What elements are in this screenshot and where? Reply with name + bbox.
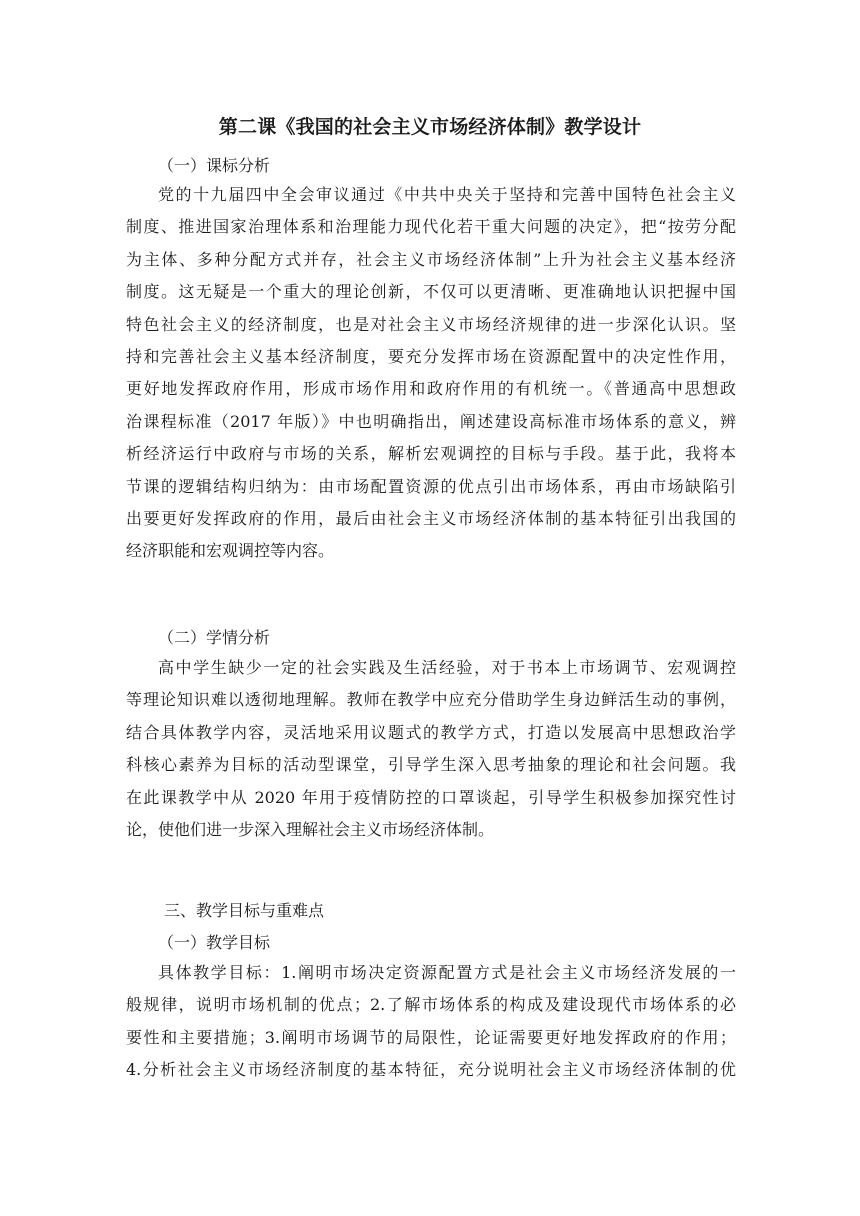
- paragraph-line: 出要更好发挥政府的作用，最后由社会主义市场经济体制的基本特征引出我国的: [126, 509, 736, 529]
- paragraph-line: 4.分析社会主义市场经济制度的基本特征，充分说明社会主义市场经济体制的优: [126, 1060, 736, 1080]
- paragraph-line: 节课的逻辑结构归纳为：由市场配置资源的优点引出市场体系，再由市场缺陷引: [126, 476, 736, 496]
- paragraph-line: 论，使他们进一步深入理解社会主义市场经济体制。: [126, 820, 495, 840]
- paragraph-line: 要性和主要措施；3.阐明市场调节的局限性，论证需要更好地发挥政府的作用；: [126, 1027, 736, 1047]
- paragraph-line: 制度。这无疑是一个重大的理论创新，不仅可以更清晰、更准确地认识把握中国: [126, 282, 736, 302]
- document-title: 第二课《我国的社会主义市场经济体制》教学设计: [218, 116, 642, 138]
- paragraph-line: 经济职能和宏观调控等内容。: [126, 541, 335, 561]
- paragraph-line: 特色社会主义的经济制度，也是对社会主义市场经济规律的进一步深化认识。坚: [126, 314, 736, 334]
- paragraph-line: 治课程标准（2017 年版）》中也明确指出，阐述建设高标准市场体系的意义，辨: [126, 411, 736, 431]
- paragraph-line: 持和完善社会主义基本经济制度，要充分发挥市场在资源配置中的决定性作用，: [126, 347, 736, 367]
- paragraph-line: 为主体、多种分配方式并存，社会主义市场经济体制”上升为社会主义基本经济: [126, 249, 736, 269]
- paragraph-kebiao: [126, 179, 736, 568]
- paragraph-line: 党的十九届四中全会审议通过《中共中央关于坚持和完善中国特色社会主义: [158, 185, 736, 204]
- section-heading-xueqing: （二）学情分析: [158, 628, 271, 647]
- paragraph-line: 结合具体教学内容，灵活地采用议题式的教学方式，打造以发展高中思想政治学: [126, 722, 736, 742]
- section-heading-kebiao: （一）课标分析: [158, 156, 271, 175]
- paragraph-line: 更好地发挥政府作用，形成市场作用和政府作用的有机统一。《普通高中思想政: [126, 379, 736, 399]
- paragraph-line: 具体教学目标：1.阐明市场决定资源配置方式是社会主义市场经济发展的一: [158, 963, 736, 982]
- paragraph-line: 高中学生缺少一定的社会实践及生活经验，对于书本上市场调节、宏观调控: [158, 658, 736, 677]
- paragraph-line: 制度、推进国家治理体系和治理能力现代化若干重大问题的决定》，把“按劳分配: [126, 217, 736, 237]
- paragraph-line: 般规律，说明市场机制的优点；2.了解市场体系的构成及建设现代市场体系的必: [126, 995, 736, 1015]
- section-heading-mubiao-main: 三、教学目标与重难点: [164, 901, 325, 920]
- paragraph-line: 析经济运行中政府与市场的关系，解析宏观调控的目标与手段。基于此，我将本: [126, 444, 736, 464]
- paragraph-line: 在此课教学中从 2020 年用于疫情防控的口罩谈起，引导学生积极参加探究性讨: [126, 787, 736, 807]
- paragraph-line: 科核心素养为目标的活动型课堂，引导学生深入思考抽象的理论和社会问题。我: [126, 755, 736, 775]
- paragraph-line: 等理论知识难以透彻地理解。教师在教学中应充分借助学生身边鲜活生动的事例，: [126, 690, 736, 710]
- paragraph-mubiao: [126, 957, 736, 1087]
- paragraph-xueqing: [126, 652, 736, 846]
- section-heading-mubiao: （一）教学目标: [158, 933, 271, 952]
